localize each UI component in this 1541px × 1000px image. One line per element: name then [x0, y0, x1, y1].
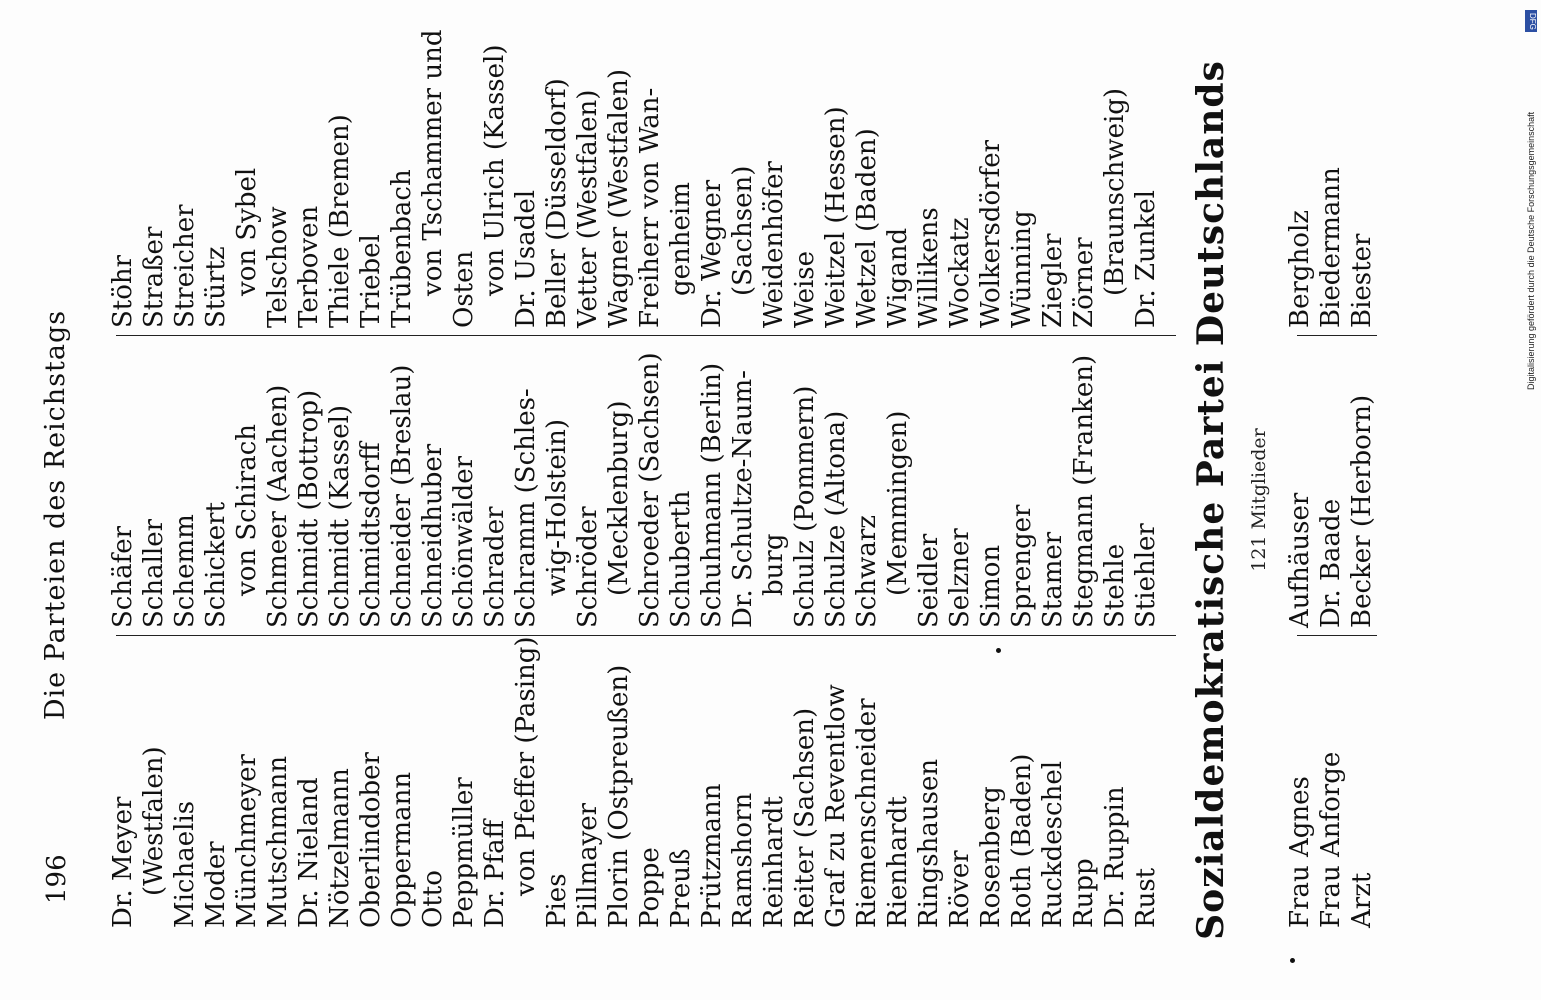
name-entry: von Schirach: [232, 423, 262, 596]
name-entry: Preuß: [666, 848, 696, 928]
name-entry: Riemenschneider: [852, 698, 882, 928]
name-entry: Dr. Meyer: [108, 796, 138, 928]
name-entry: Oppermann: [387, 771, 417, 928]
name-entry: Mutschmann: [263, 755, 293, 928]
name-entry: Wagner (Westfalen): [604, 68, 634, 328]
name-entry: Ramshorn: [728, 792, 758, 928]
name-entry: Becker (Herborn): [1347, 394, 1377, 628]
name-entry: Dr. Pfaff: [480, 819, 510, 928]
name-entry: Schemm: [170, 514, 200, 628]
name-entry: Ziegler: [1038, 233, 1068, 328]
name-entry: Rust: [1131, 867, 1161, 928]
name-entry: Schulz (Pommern): [790, 385, 820, 628]
credit-text: Digitalisierung gefördert durch die Deutsche Forschungsgemeinschaft: [1526, 111, 1536, 390]
name-entry: Schröder: [573, 506, 603, 628]
name-entry: Pillmayer: [573, 802, 603, 928]
name-entry: wig-Holstein): [542, 418, 572, 596]
name-entry: von Sybel: [232, 167, 262, 296]
name-entry: Stehle: [1100, 543, 1130, 628]
party-member-count: 121 Mitglieder: [1248, 428, 1270, 572]
name-column-3: [108, 29, 1162, 328]
name-entry: Seidler: [914, 533, 944, 628]
name-entry: Schulze (Altona): [821, 410, 851, 628]
name-entry: Dr. Baade: [1316, 498, 1346, 628]
name-entry: Schönwälder: [449, 455, 479, 628]
name-entry: Biester: [1347, 233, 1377, 328]
name-entry: Ringshausen: [914, 758, 944, 928]
name-entry: Schneidhuber: [418, 443, 448, 628]
name-entry: Schmidtsdorff: [356, 442, 386, 628]
name-entry: Ruckdeschel: [1038, 760, 1068, 928]
name-entry: Münchmeyer: [232, 754, 262, 928]
name-entry: Arzt: [1347, 872, 1377, 928]
name-entry: Bergholz: [1285, 210, 1315, 328]
name-entry: Aufhäuser: [1285, 492, 1315, 628]
name-entry: Vetter (Westfalen): [573, 89, 603, 328]
name-entry: Schrader: [480, 506, 510, 628]
name-entry: Schwarz: [852, 514, 882, 628]
name-entry: Straßer: [139, 226, 169, 328]
name-entry: Weitzel (Hessen): [821, 106, 851, 328]
name-entry: Schmidt (Bottrop): [294, 389, 324, 628]
name-entry: Thiele (Bremen): [325, 114, 355, 328]
name-entry: Wockatz: [945, 217, 975, 328]
name-entry: Stiehler: [1131, 523, 1161, 628]
name-entry: von Ulrich (Kassel): [480, 44, 510, 296]
name-entry: (Braunschweig): [1100, 87, 1130, 296]
name-entry: Poppe: [635, 847, 665, 928]
name-column-1: [108, 638, 1162, 928]
name-entry: Stegmann (Franken): [1069, 354, 1099, 628]
name-entry: von Pfeffer (Pasing): [511, 636, 541, 896]
page-header: [40, 90, 80, 940]
name-entry: Freiherr von Wan-: [635, 87, 665, 328]
party-name-columns: [1285, 48, 1425, 928]
party-column-2: [1285, 338, 1378, 628]
name-entry: Graf zu Reventlow: [821, 684, 851, 928]
name-entry: von Tschammer und: [418, 29, 448, 296]
name-columns: [108, 29, 1198, 928]
name-entry: Plorin (Ostpreußen): [604, 664, 634, 928]
name-entry: Dr. Nieland: [294, 777, 324, 928]
name-entry: Dr. Schultze-Naum-: [728, 370, 758, 628]
name-entry: (Sachsen): [728, 165, 758, 296]
name-entry: Dr. Zunkel: [1131, 190, 1161, 328]
name-entry: Beller (Düsseldorf): [542, 78, 572, 328]
name-entry: Prützmann: [697, 783, 727, 928]
name-entry: Schuhmann (Berlin): [697, 362, 727, 628]
name-entry: Schramm (Schles-: [511, 388, 541, 628]
dfg-logo: DFG: [1525, 10, 1537, 32]
name-entry: Rupp: [1069, 858, 1099, 928]
name-entry: Peppmüller: [449, 777, 479, 928]
name-entry: Trübenbach: [387, 169, 417, 328]
name-entry: Schroeder (Sachsen): [635, 352, 665, 628]
name-entry: Streicher: [170, 204, 200, 328]
name-entry: Dr. Wegner: [697, 179, 727, 328]
running-title: Die Parteien des Reichstags: [40, 309, 71, 721]
name-entry: Nötzelmann: [325, 768, 355, 928]
name-entry: Dr. Usadel: [511, 189, 541, 328]
name-entry: Terboven: [294, 205, 324, 328]
name-entry: Schneider (Breslau): [387, 364, 417, 628]
name-column-2: [108, 338, 1162, 628]
page-number: 196: [42, 854, 72, 904]
name-entry: Schäfer: [108, 525, 138, 628]
name-entry: Weise: [790, 250, 820, 328]
name-entry: Dr. Ruppin: [1100, 786, 1130, 928]
name-entry: Wolkersdörfer: [976, 139, 1006, 328]
name-entry: Triebel: [356, 234, 386, 328]
name-entry: Michaelis: [170, 800, 200, 928]
name-entry: Frau Agnes: [1285, 776, 1315, 928]
name-entry: Stürtz: [201, 246, 231, 328]
digitization-credit: [1526, 10, 1540, 390]
name-entry: Moder: [201, 841, 231, 928]
name-entry: Otto: [418, 870, 448, 928]
name-entry: Schaller: [139, 518, 169, 628]
name-entry: Weidenhöfer: [759, 161, 789, 328]
name-entry: Rienhardt: [883, 796, 913, 928]
name-entry: burg: [759, 533, 789, 596]
party-heading: Sozialdemokratische Partei Deutschlands: [1190, 60, 1232, 940]
name-entry: Selzner: [945, 528, 975, 628]
name-entry: Schickert: [201, 501, 231, 628]
name-entry: Schuberth: [666, 490, 696, 628]
speck: [1290, 958, 1295, 963]
column-rule: [1297, 335, 1377, 336]
name-entry: Reinhardt: [759, 796, 789, 928]
name-entry: Rosenberg: [976, 786, 1006, 928]
name-entry: Wünning: [1007, 210, 1037, 328]
name-entry: Röver: [945, 850, 975, 928]
name-entry: (Mecklenburg): [604, 400, 634, 596]
name-entry: Reiter (Sachsen): [790, 707, 820, 928]
name-entry: Sprenger: [1007, 504, 1037, 628]
name-entry: Stamer: [1038, 531, 1068, 628]
speck: [996, 648, 1001, 653]
column-rule: [116, 335, 1176, 336]
name-entry: Schmidt (Kassel): [325, 404, 355, 628]
name-entry: Wetzel (Baden): [852, 128, 882, 328]
name-entry: Schmeer (Aachen): [263, 384, 293, 628]
name-entry: Wigand: [883, 227, 913, 328]
name-entry: (Westfalen): [139, 746, 169, 896]
name-entry: Simon: [976, 544, 1006, 628]
name-entry: genheim: [666, 182, 696, 296]
column-rule: [1297, 635, 1377, 636]
name-entry: Zörner: [1069, 237, 1099, 328]
name-entry: Roth (Baden): [1007, 753, 1037, 928]
party-column-3: [1285, 38, 1378, 328]
name-entry: (Memmingen): [883, 410, 913, 596]
name-entry: Telschow: [263, 206, 293, 328]
name-entry: Oberlindober: [356, 752, 386, 928]
party-column-1: [1285, 638, 1378, 928]
name-entry: Pies: [542, 873, 572, 928]
column-rule: [116, 635, 1176, 636]
name-entry: Frau Anforge: [1316, 751, 1346, 928]
name-entry: Biedermann: [1316, 167, 1346, 328]
name-entry: Stöhr: [108, 254, 138, 328]
name-entry: Willikens: [914, 207, 944, 328]
name-entry: Osten: [449, 250, 479, 328]
